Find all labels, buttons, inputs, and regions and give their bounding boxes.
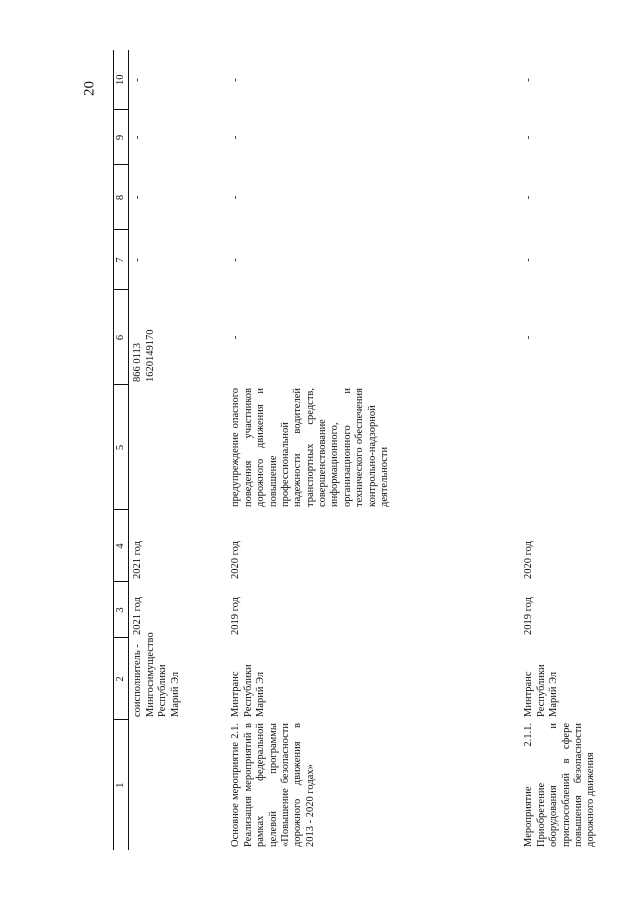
cell-col8: - <box>230 195 242 200</box>
cell-start-year: 2019 год <box>230 597 242 635</box>
column-header-5: 5 <box>114 385 129 510</box>
cell-executor: соисполнитель - Мингосимущество Республики Марий Эл <box>132 632 181 717</box>
cell-executor: Минтранс Республики Марий Эл <box>523 664 560 717</box>
column-header-6: 6 <box>114 290 129 385</box>
cell-budget-code: 866 0113 1620149170 <box>132 329 156 382</box>
rotated-table-container <box>113 50 633 850</box>
column-header-7: 7 <box>114 230 129 290</box>
cell-event-name <box>129 720 228 850</box>
cell-event-name: Мероприятие 2.1.1. Приобретение оборудования и приспособлений в сфере повышения безопасности дорожного движения <box>523 723 597 847</box>
column-header-4: 4 <box>114 510 129 582</box>
cell-col9: - <box>132 135 144 140</box>
cell-col10: - <box>132 78 144 82</box>
cell-start-year: 2021 год <box>132 597 144 635</box>
table-row <box>227 50 520 850</box>
cell-budget-code: - <box>523 335 535 340</box>
cell-col7: - <box>132 258 144 262</box>
column-header-1: 1 <box>114 720 129 850</box>
cell-col7: - <box>523 258 535 262</box>
cell-expected-result <box>520 385 638 510</box>
cell-expected-result <box>129 385 228 510</box>
column-header-2: 2 <box>114 638 129 720</box>
cell-expected-result: предупреждение опасного поведения участников дорожного движения и повышение профессиональной надежности водителей транспортных средств, совершенствование информационного, организационного и технического обеспечения контрольно-надзорной деятельности <box>230 388 390 507</box>
column-number-row <box>114 50 129 850</box>
cell-col9: - <box>523 135 535 140</box>
cell-start-year: 2019 год <box>523 597 535 635</box>
table-row <box>129 50 228 850</box>
cell-col10: - <box>523 78 535 82</box>
column-header-3: 3 <box>114 582 129 638</box>
cell-col8: - <box>132 195 144 200</box>
column-header-9: 9 <box>114 110 129 165</box>
cell-col7: - <box>230 258 242 262</box>
page-number: 20 <box>81 81 98 96</box>
cell-col9: - <box>230 135 242 140</box>
cell-col8: - <box>523 195 535 200</box>
program-table <box>113 50 638 850</box>
column-header-8: 8 <box>114 165 129 230</box>
cell-end-year: 2020 год <box>523 541 535 579</box>
cell-executor: Минтранс Республики Марий Эл <box>230 664 267 717</box>
cell-budget-code: - <box>230 335 242 340</box>
cell-end-year: 2021 год <box>132 541 144 579</box>
cell-event-name: Основное мероприятие 2.1. Реализация мероприятий в рамках федеральной целевой программы «Повышение безопасности дорожного движения в 2013 - 2020 годах» <box>230 723 316 847</box>
cell-col10: - <box>230 78 242 82</box>
cell-end-year: 2020 год <box>230 541 242 579</box>
column-header-10: 10 <box>114 50 129 110</box>
table-row <box>520 50 638 850</box>
